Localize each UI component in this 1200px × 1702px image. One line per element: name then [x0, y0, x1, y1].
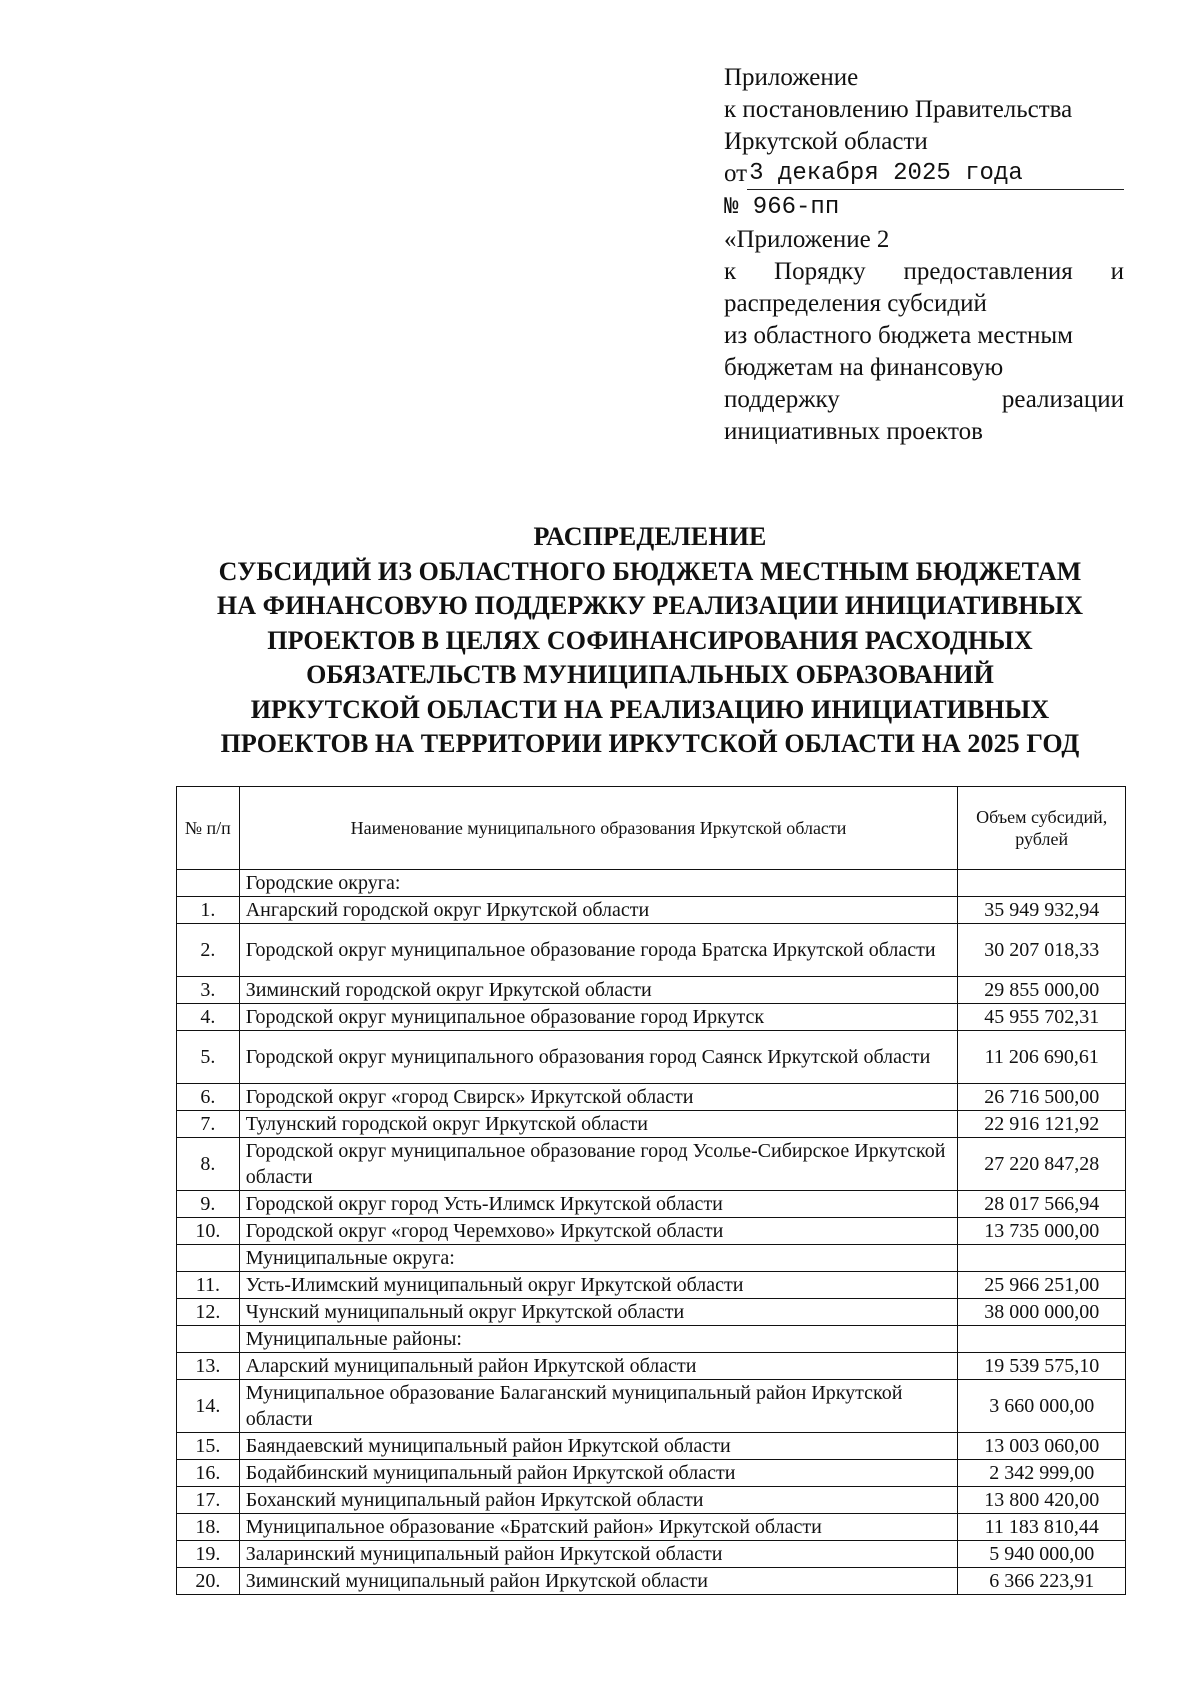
resolution-number: № 966-пп — [724, 194, 840, 221]
subsidy-amount: 19 539 575,10 — [958, 1353, 1126, 1380]
title-line: ПРОЕКТОВ НА ТЕРРИТОРИИ ИРКУТСКОЙ ОБЛАСТИ НА 2025 ГОД — [220, 729, 1080, 758]
table-row — [177, 1568, 1126, 1595]
column-header-number: № п/п — [177, 787, 240, 870]
row-number: 1. — [177, 897, 240, 924]
title-line: РАСПРЕДЕЛЕНИЕ — [533, 522, 767, 551]
municipality-name: Заларинский муниципальный район Иркутской области — [239, 1541, 958, 1568]
municipality-name: Аларский муниципальный район Иркутской области — [239, 1353, 958, 1380]
table-row — [177, 1218, 1126, 1245]
table-row — [177, 1111, 1126, 1138]
column-header-name: Наименование муниципального образования Иркутской области — [239, 787, 958, 870]
table-row — [177, 1004, 1126, 1031]
word: Порядку — [774, 258, 866, 285]
row-number: 20. — [177, 1568, 240, 1595]
table-row — [177, 977, 1126, 1004]
subsidy-amount: 6 366 223,91 — [958, 1568, 1126, 1595]
municipality-name: Баяндаевский муниципальный район Иркутской области — [239, 1433, 958, 1460]
municipality-name: Городской округ муниципального образования город Саянск Иркутской области — [239, 1031, 958, 1084]
appendix-line: «Приложение 2 — [724, 226, 890, 253]
title-line: ПРОЕКТОВ В ЦЕЛЯХ СОФИНАНСИРОВАНИЯ РАСХОДНЫХ — [267, 625, 1033, 655]
subsidy-amount: 35 949 932,94 — [958, 897, 1126, 924]
word: реализации — [1001, 386, 1124, 413]
row-number: 6. — [177, 1084, 240, 1111]
subsidy-amount: 22 916 121,92 — [958, 1111, 1126, 1138]
appendix-line: из областного бюджета местным — [724, 322, 1073, 349]
row-number: 5. — [177, 1031, 240, 1084]
subsidy-amount: 11 183 810,44 — [958, 1514, 1126, 1541]
subsidy-amount: 25 966 251,00 — [958, 1272, 1126, 1299]
municipality-name: Чунский муниципальный округ Иркутской области — [239, 1299, 958, 1326]
word: и — [1110, 258, 1124, 285]
municipality-name: Муниципальное образование «Братский район» Иркутской области — [239, 1514, 958, 1541]
appendix-line: к постановлению Правительства — [724, 96, 1073, 123]
section-row — [177, 1245, 1126, 1272]
section-row — [177, 870, 1126, 897]
subsidy-distribution-table — [176, 786, 1126, 1595]
subsidy-amount: 13 003 060,00 — [958, 1433, 1126, 1460]
subsidy-amount: 3 660 000,00 — [958, 1380, 1126, 1433]
row-number: 2. — [177, 924, 240, 977]
table-row — [177, 1138, 1126, 1191]
row-number: 8. — [177, 1138, 240, 1191]
row-number: 4. — [177, 1004, 240, 1031]
subsidy-amount: 28 017 566,94 — [958, 1191, 1126, 1218]
municipality-name: Городской округ муниципальное образование город Усолье-Сибирское Иркутской области — [239, 1138, 958, 1191]
municipality-name: Боханский муниципальный район Иркутской области — [239, 1487, 958, 1514]
table-row — [177, 1514, 1126, 1541]
row-number: 13. — [177, 1353, 240, 1380]
appendix-line: Приложение — [724, 64, 859, 91]
section-label: Муниципальные районы: — [239, 1326, 958, 1353]
table-row — [177, 1299, 1126, 1326]
row-number: 12. — [177, 1299, 240, 1326]
subsidy-amount: 45 955 702,31 — [958, 1004, 1126, 1031]
word: предоставления — [903, 258, 1073, 285]
subsidy-amount: 30 207 018,33 — [958, 924, 1126, 977]
municipality-name: Ангарский городской округ Иркутской области — [239, 897, 958, 924]
row-number: 15. — [177, 1433, 240, 1460]
municipality-name: Городской округ «город Черемхово» Иркутской области — [239, 1218, 958, 1245]
appendix-line: бюджетам на финансовую — [724, 354, 1004, 381]
row-number: 9. — [177, 1191, 240, 1218]
row-number: 10. — [177, 1218, 240, 1245]
title-line: ОБЯЗАТЕЛЬСТВ МУНИЦИПАЛЬНЫХ ОБРАЗОВАНИЙ — [306, 660, 994, 689]
row-number: 7. — [177, 1111, 240, 1138]
table-row — [177, 1541, 1126, 1568]
municipality-name: Бодайбинский муниципальный район Иркутской области — [239, 1460, 958, 1487]
section-label: Муниципальные округа: — [239, 1245, 958, 1272]
municipality-name: Зиминский городской округ Иркутской области — [239, 977, 958, 1004]
subsidy-amount: 29 855 000,00 — [958, 977, 1126, 1004]
subsidy-amount: 27 220 847,28 — [958, 1138, 1126, 1191]
subsidy-amount: 13 735 000,00 — [958, 1218, 1126, 1245]
table-row — [177, 1460, 1126, 1487]
subsidy-amount: 26 716 500,00 — [958, 1084, 1126, 1111]
appendix-line-justified — [724, 384, 1124, 416]
appendix-line: инициативных проектов — [724, 418, 983, 445]
document-title — [100, 520, 1200, 762]
table-row — [177, 1487, 1126, 1514]
table-row — [177, 1433, 1126, 1460]
resolution-date-line — [724, 158, 1124, 190]
subsidy-amount: 5 940 000,00 — [958, 1541, 1126, 1568]
word: поддержку — [724, 386, 840, 413]
subsidy-amount: 11 206 690,61 — [958, 1031, 1126, 1084]
subsidy-amount: 38 000 000,00 — [958, 1299, 1126, 1326]
table-row — [177, 1031, 1126, 1084]
municipality-name: Муниципальное образование Балаганский муниципальный район Иркутской области — [239, 1380, 958, 1433]
title-line: СУБСИДИЙ ИЗ ОБЛАСТНОГО БЮДЖЕТА МЕСТНЫМ БЮДЖЕТАМ — [218, 556, 1082, 586]
row-number: 19. — [177, 1541, 240, 1568]
appendix-line: Иркутской области — [724, 128, 928, 155]
row-number: 16. — [177, 1460, 240, 1487]
row-number: 3. — [177, 977, 240, 1004]
section-label: Городские округа: — [239, 870, 958, 897]
municipality-name: Усть-Илимский муниципальный округ Иркутской области — [239, 1272, 958, 1299]
row-number: 17. — [177, 1487, 240, 1514]
row-number: 14. — [177, 1380, 240, 1433]
section-row — [177, 1326, 1126, 1353]
row-number: 11. — [177, 1272, 240, 1299]
column-header-value: Объем субсидий, рублей — [958, 787, 1126, 870]
appendix-line-justified — [724, 256, 1124, 288]
title-line: ИРКУТСКОЙ ОБЛАСТИ НА РЕАЛИЗАЦИЮ ИНИЦИАТИВНЫХ — [250, 694, 1050, 724]
appendix-header — [724, 62, 1124, 448]
word: к — [724, 258, 737, 285]
appendix-line: распределения субсидий — [724, 290, 987, 317]
municipality-name: Городской округ муниципальное образование города Братска Иркутской области — [239, 924, 958, 977]
table-row — [177, 1191, 1126, 1218]
municipality-name: Городской округ город Усть-Илимск Иркутской области — [239, 1191, 958, 1218]
table-row — [177, 1380, 1126, 1433]
table-row — [177, 924, 1126, 977]
resolution-date: 3 декабря 2025 года — [747, 159, 1124, 190]
municipality-name: Зиминский муниципальный район Иркутской области — [239, 1568, 958, 1595]
municipality-name: Городской округ «город Свирск» Иркутской области — [239, 1084, 958, 1111]
subsidy-amount: 13 800 420,00 — [958, 1487, 1126, 1514]
table-row — [177, 1353, 1126, 1380]
row-number: 18. — [177, 1514, 240, 1541]
subsidy-amount: 2 342 999,00 — [958, 1460, 1126, 1487]
table-row — [177, 897, 1126, 924]
date-prefix: от — [724, 160, 748, 187]
table-row — [177, 1084, 1126, 1111]
title-line: НА ФИНАНСОВУЮ ПОДДЕРЖКУ РЕАЛИЗАЦИИ ИНИЦИАТИВНЫХ — [216, 591, 1084, 620]
municipality-name: Тулунский городской округ Иркутской области — [239, 1111, 958, 1138]
table-row — [177, 1272, 1126, 1299]
municipality-name: Городской округ муниципальное образование город Иркутск — [239, 1004, 958, 1031]
table-header-row — [177, 787, 1126, 870]
